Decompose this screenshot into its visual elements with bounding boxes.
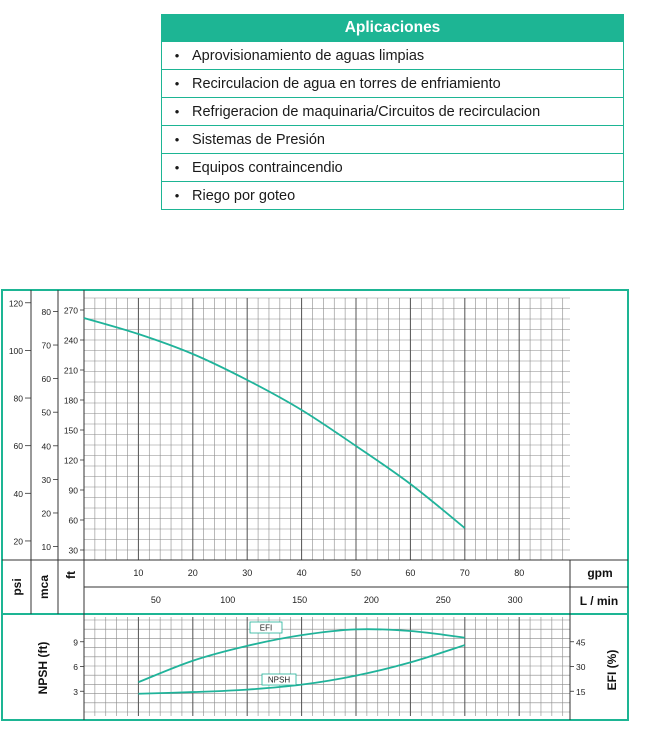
- application-item-label: Equipos contraincendio: [192, 159, 343, 176]
- x-tick-label-gpm: 80: [514, 568, 525, 578]
- axis-title-npsh: NPSH (ft): [36, 641, 50, 695]
- y-tick-label-ft: 240: [63, 335, 78, 346]
- npsh-label: NPSH: [267, 675, 291, 685]
- application-item-label: Refrigeracion de maquinaria/Circuitos de recirculacion: [192, 103, 541, 120]
- y-tick-label-mca: 40: [41, 441, 51, 452]
- y-tick-label-ft: 270: [63, 305, 78, 316]
- bullet-icon: •: [174, 188, 180, 203]
- y-tick-label-ft: 210: [63, 365, 78, 376]
- y-tick-label-mca: 10: [41, 542, 51, 553]
- bullet-icon: •: [174, 160, 180, 175]
- y-tick-label-psi: 80: [13, 393, 23, 404]
- chart-frame: [2, 290, 628, 720]
- y-tick-label-npsh: 6: [73, 662, 78, 672]
- application-item-label: Aprovisionamiento de aguas limpias: [192, 47, 425, 64]
- y-tick-label-mca: 70: [41, 340, 51, 351]
- y-tick-label-mca: 30: [41, 474, 51, 485]
- x-tick-label-gpm: 10: [133, 568, 144, 578]
- x-tick-label-lmin: 50: [150, 595, 161, 605]
- y-tick-label-ft: 90: [68, 485, 78, 496]
- bullet-icon: •: [174, 104, 180, 119]
- axis-title-mca: mca: [37, 574, 51, 600]
- x-tick-label-gpm: 70: [459, 568, 470, 578]
- x-tick-label-gpm: 30: [242, 568, 253, 578]
- efi-label: EFI: [259, 623, 273, 633]
- y-tick-label-mca: 20: [41, 508, 51, 519]
- axis-title-ft: ft: [64, 571, 78, 579]
- y-tick-label-ft: 180: [63, 395, 78, 406]
- application-item-label: Riego por goteo: [192, 187, 296, 204]
- axis-title-gpm: gpm: [587, 566, 613, 580]
- bullet-icon: •: [174, 76, 180, 91]
- x-tick-label-lmin: 100: [220, 595, 236, 605]
- y-tick-label-mca: 60: [41, 374, 51, 385]
- x-tick-label-lmin: 200: [363, 595, 379, 605]
- x-tick-label-lmin: 300: [507, 595, 523, 605]
- x-tick-label-gpm: 60: [405, 568, 416, 578]
- y-tick-label-npsh: 3: [73, 686, 78, 697]
- y-tick-label-npsh: 9: [73, 637, 78, 648]
- head-curve: [84, 318, 465, 528]
- y-tick-label-mca: 50: [41, 407, 51, 418]
- x-tick-label-gpm: 20: [187, 568, 198, 578]
- y-tick-label-mca: 80: [41, 306, 51, 317]
- y-tick-label-efi: 30: [576, 662, 586, 672]
- y-tick-label-ft: 60: [68, 515, 78, 526]
- y-tick-label-psi: 120: [8, 298, 23, 309]
- x-tick-label-gpm: 40: [296, 568, 307, 578]
- x-tick-label-lmin: 250: [435, 595, 451, 605]
- axis-title-efi: EFI (%): [605, 649, 619, 691]
- bullet-icon: •: [174, 48, 180, 63]
- application-item-label: Sistemas de Presión: [192, 131, 325, 148]
- applications-title: Aplicaciones: [162, 15, 623, 41]
- y-tick-label-psi: 100: [8, 345, 23, 356]
- application-item-label: Recirculacion de agua en torres de enfriamiento: [192, 75, 501, 92]
- y-tick-label-efi: 45: [576, 637, 586, 648]
- bullet-icon: •: [174, 132, 180, 147]
- axis-title-lmin: L / min: [579, 594, 619, 608]
- y-tick-label-psi: 40: [13, 488, 23, 499]
- y-tick-label-psi: 20: [13, 536, 23, 547]
- x-tick-label-gpm: 50: [350, 568, 362, 578]
- y-tick-label-ft: 30: [68, 545, 78, 556]
- y-tick-label-ft: 150: [63, 425, 78, 436]
- y-tick-label-efi: 15: [576, 686, 586, 697]
- y-tick-label-psi: 60: [13, 441, 23, 452]
- axis-title-psi: psi: [10, 578, 24, 596]
- y-tick-label-ft: 120: [63, 455, 78, 466]
- x-tick-label-lmin: 150: [292, 595, 308, 605]
